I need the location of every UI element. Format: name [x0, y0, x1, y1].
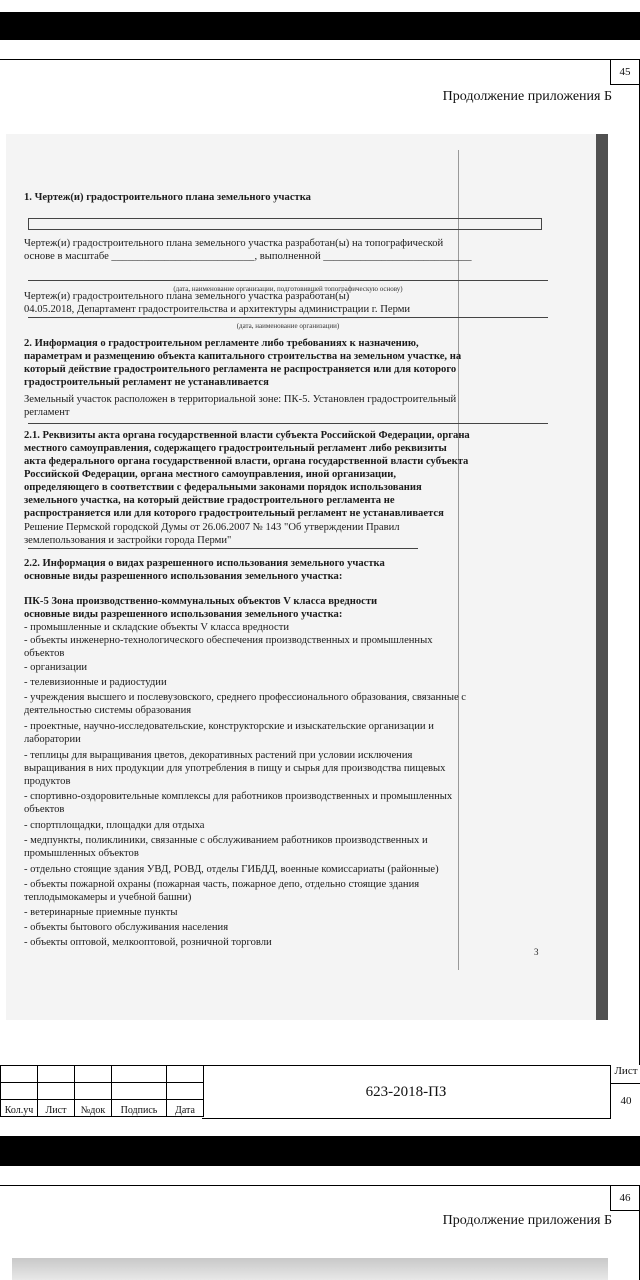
scan-line: промышленных объектов [24, 848, 139, 859]
scan-line: - объекты бытового обслуживания населения [24, 922, 229, 933]
scan-line: Чертеж(и) градостроительного плана земельного участка разработан(ы) на топографической [24, 238, 444, 249]
scan-line: - медпункты, поликлиники, связанные с обслуживанием работников производственных и [24, 835, 428, 846]
label-data: Дата [167, 1100, 204, 1117]
scan-line: (дата, наименование организации, подготовившей топографическую основу) [173, 285, 403, 293]
scan-line: градостроительный регламент не устанавливается [24, 377, 269, 388]
scan-line: - организации [24, 662, 88, 673]
sheet-number: 40 [610, 1084, 640, 1117]
sheet-label: Лист [610, 1065, 640, 1084]
scan-line: Российской Федерации, органа местного самоуправления, иной организации, [24, 469, 396, 480]
scan-line: объектов [24, 648, 65, 659]
empty-field-box [28, 218, 542, 230]
scan-line: - промышленные и складские объекты V класса вредности [24, 622, 290, 633]
scan-line: акта федерального органа государственной власти, органа государственной власти субъекта [24, 456, 469, 467]
scan-line: теплодымокамеры и учебной башни) [24, 892, 192, 903]
scan-line: 04.05.2018, Департамент градостроительства и архитектуры администрации г. Перми [24, 304, 411, 315]
label-podpis: Подпись [112, 1100, 167, 1117]
scan-line: - учреждения высшего и послевузовского, среднего профессионального образования, связанные с [24, 692, 466, 703]
scan-line: земельного участка, на который действие градостроительного регламента не [24, 495, 395, 506]
scan-edge-shadow [596, 134, 608, 1020]
scan-line: - отдельно стоящие здания УВД, РОВД, отделы ГИБДД, военные комиссариаты (районные) [24, 864, 439, 875]
title-block-grid [0, 1065, 204, 1117]
underline [28, 548, 418, 549]
title-block [0, 1065, 640, 1118]
document-code: 623-2018-ПЗ [202, 1065, 611, 1119]
page2-number: 46 [610, 1185, 640, 1211]
scan-line: 2. Информация о градостроительном регламенте либо требованиях к назначению, [24, 338, 419, 349]
scan-line: - объекты оптовой, мелкооптовой, розничной торговли [24, 937, 272, 948]
middle-black-bar [0, 1136, 640, 1166]
scan-line: основные виды разрешенного использования земельного участка: [24, 571, 343, 582]
underline [28, 423, 548, 424]
label-ndok: №док [75, 1100, 112, 1117]
underline [28, 317, 548, 318]
scan-line: регламент [24, 407, 70, 418]
continuation-title: Продолжение приложения Б [442, 89, 612, 104]
scan-line: основные виды разрешенного использования земельного участка: [24, 609, 343, 620]
scan-line: основе в масштабе ___________________________, выполненной ____________________________ [24, 251, 472, 262]
page2-frame-top [0, 1185, 640, 1186]
page-frame-top [0, 59, 640, 60]
scan-line: 2.1. Реквизиты акта органа государственной власти субъекта Российской Федерации, органа [24, 430, 470, 441]
next-scanned-page [12, 1258, 608, 1280]
scan-line: который действие градостроительного регламента не распространяется или для которого [24, 364, 457, 375]
scan-line: - ветеринарные приемные пункты [24, 907, 178, 918]
scan-line: ПК-5 Зона производственно-коммунальных объектов V класса вредности [24, 596, 378, 607]
scan-line: (дата, наименование организации) [236, 322, 340, 330]
label-kol-uch: Кол.уч [1, 1100, 38, 1117]
scan-line: распространяется или для которого градостроительный регламент не устанавливается [24, 508, 444, 519]
scan-line: - телевизионные и радиостудии [24, 677, 167, 688]
scan-page-number: 3 [534, 947, 539, 957]
scan-line: деятельностью системы образования [24, 705, 192, 716]
label-list: Лист [38, 1100, 75, 1117]
scan-line: Решение Пермской городской Думы от 26.06.2007 № 143 "Об утверждении Правил [24, 522, 400, 533]
scan-line: выращивания в них продукции для употребления в пищу и сырья для производства пищевых [24, 763, 446, 774]
scan-line: - теплицы для выращивания цветов, декоративных растений при условии исключения [24, 750, 413, 761]
scan-line: - объекты пожарной охраны (пожарная часть, пожарное депо, отдельно стоящие здания [24, 879, 420, 890]
scan-line: местного самоуправления, содержащего градостроительный регламент либо реквизиты [24, 443, 447, 454]
top-black-bar [0, 12, 640, 40]
scan-line: Земельный участок расположен в территориальной зоне: ПК-5. Установлен градостроительный [24, 394, 457, 405]
scan-line: Чертеж(и) градостроительного плана земельного участка разработан(ы) [24, 291, 350, 302]
underline [28, 280, 548, 281]
scan-line: 1. Чертеж(и) градостроительного плана земельного участка [24, 192, 311, 203]
scan-line: лаборатории [24, 734, 81, 745]
scan-line: - проектные, научно-исследовательские, конструкторские и изыскательские организации и [24, 721, 434, 732]
scan-line: 2.2. Информация о видах разрешенного использования земельного участка [24, 558, 385, 569]
page2-continuation-title: Продолжение приложения Б [442, 1213, 612, 1228]
scan-line: землепользования и застройки города Перми" [24, 535, 232, 546]
scan-line: - спортплощадки, площадки для отдыха [24, 820, 205, 831]
scan-line: - объекты инженерно-технологического обеспечения производственных и промышленных [24, 635, 433, 646]
scan-line: - спортивно-оздоровительные комплексы для работников производственных и промышленных [24, 791, 453, 802]
scan-line: определяющего в соответствии с федеральными законами порядок использования [24, 482, 422, 493]
scan-line: параметрам и размещению объекта капитального строительства на земельном участке, на [24, 351, 462, 362]
scan-line: объектов [24, 804, 65, 815]
scan-line: продуктов [24, 776, 71, 787]
page-number: 45 [610, 59, 640, 85]
